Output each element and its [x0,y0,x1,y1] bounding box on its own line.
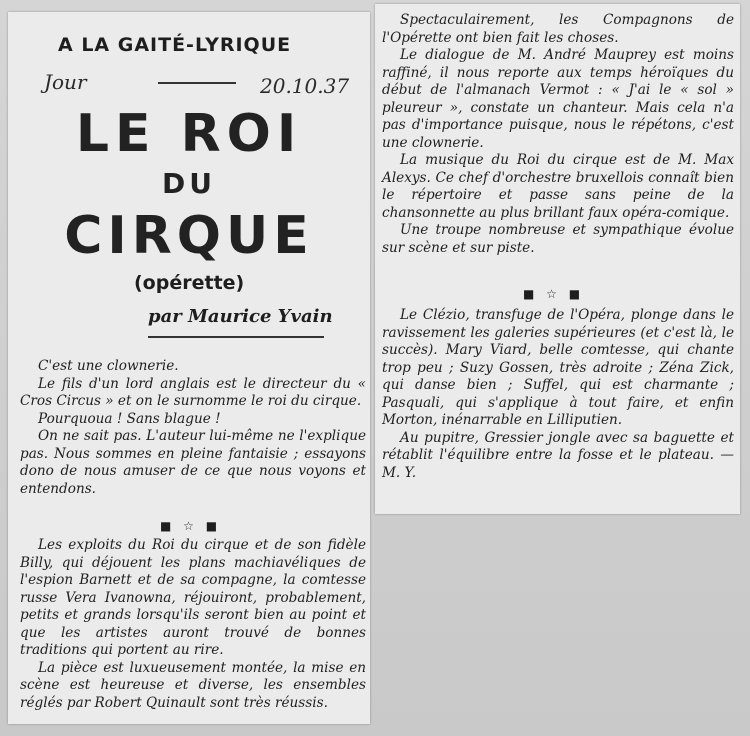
paragraph: La pièce est luxueusement montée, la mise en scène est heureuse et diverse, les ensembles réglés par Robert Quinault sont très réussis. [20,659,366,711]
left-body-top [20,358,366,498]
handwritten-note-left: Jour [44,70,87,94]
section-separator: ■ ☆ ■ [523,287,585,301]
clipping-left [8,12,370,724]
paragraph: Les exploits du Roi du cirque et de son fidèle Billy, qui déjouent les plans machiavéliques de l'espion Barnett et de sa compagne, la comtesse russe Vera Ivanowna, réjouiront, probablement, petits et grands lorsqu'ils seront bien au point et que les artistes auront trouvé de bonnes traditions qui portent au rire. [20,537,366,658]
venue-heading: A LA GAITÉ-LYRIQUE [58,34,292,56]
handwritten-date: 20.10.37 [260,74,350,98]
paragraph: Spectaculairement, les Compagnons de l'Opérette ont bien fait les choses. [382,12,734,46]
paragraph: La musique du Roi du cirque est de M. Max Alexys. Ce chef d'orchestre bruxellois connaît bien le répertoire et passe sans peine de la chansonnette au plus brillant faux opéra-comique. [382,152,734,221]
heading-rule [158,82,236,84]
paragraph: Pourquoua ! Sans blague ! [38,410,221,427]
paragraph: Au pupitre, Gressier jongle avec sa baguette et rétablit l'équilibre entre la fosse et le plateau. — M. Y. [382,429,734,481]
paragraph: C'est une clownerie. [38,358,179,374]
title-line-1: LE ROI [75,104,303,164]
paragraph: Le Clézio, transfuge de l'Opéra, plonge dans le ravissement les galeries supérieures (et c'est là, le succès). Mary Viard, belle comtesse, qui chante trop peu ; Suzy Gossen, très adroite ; Zéna Zick, qui danse bien ; Suffel, qui est charmante ; Pasquali, qui s'applique à tout faire, et enfin Morton, inénarrable en Lilliputien. [382,307,734,428]
byline: par Maurice Yvain [148,306,333,327]
clipping-right [375,4,740,514]
paragraph: Le fils d'un lord anglais est le directeur du « Cros Circus » et on le surnomme le roi du cirque. [20,375,366,409]
paragraph: Une troupe nombreuse et sympathique évolue sur scène et sur piste. [382,222,734,256]
section-separator: ■ ☆ ■ [160,519,222,533]
subtitle: (opérette) [134,272,245,294]
byline-rule [148,336,324,338]
right-body-bottom [382,307,734,482]
title-line-2: DU [162,167,216,200]
right-body-top [382,12,734,257]
title-line-3: CIRQUE [64,206,314,266]
paragraph: Le dialogue de M. André Mauprey est moins raffiné, il nous reporte aux temps héroïques du début de l'almanach Vermot : « J'ai le « sol » pleureur », constate un chanteur. Mais cela n'a pas d'importance puisque, nous le répétons, c'est une clownerie. [382,47,734,151]
paragraph: On ne sait pas. L'auteur lui-même ne l'explique pas. Nous sommes en pleine fantaisie ; essayons dono de nous amuser de ce que nous voyons et entendons. [20,428,366,497]
left-body-bottom [20,537,366,712]
